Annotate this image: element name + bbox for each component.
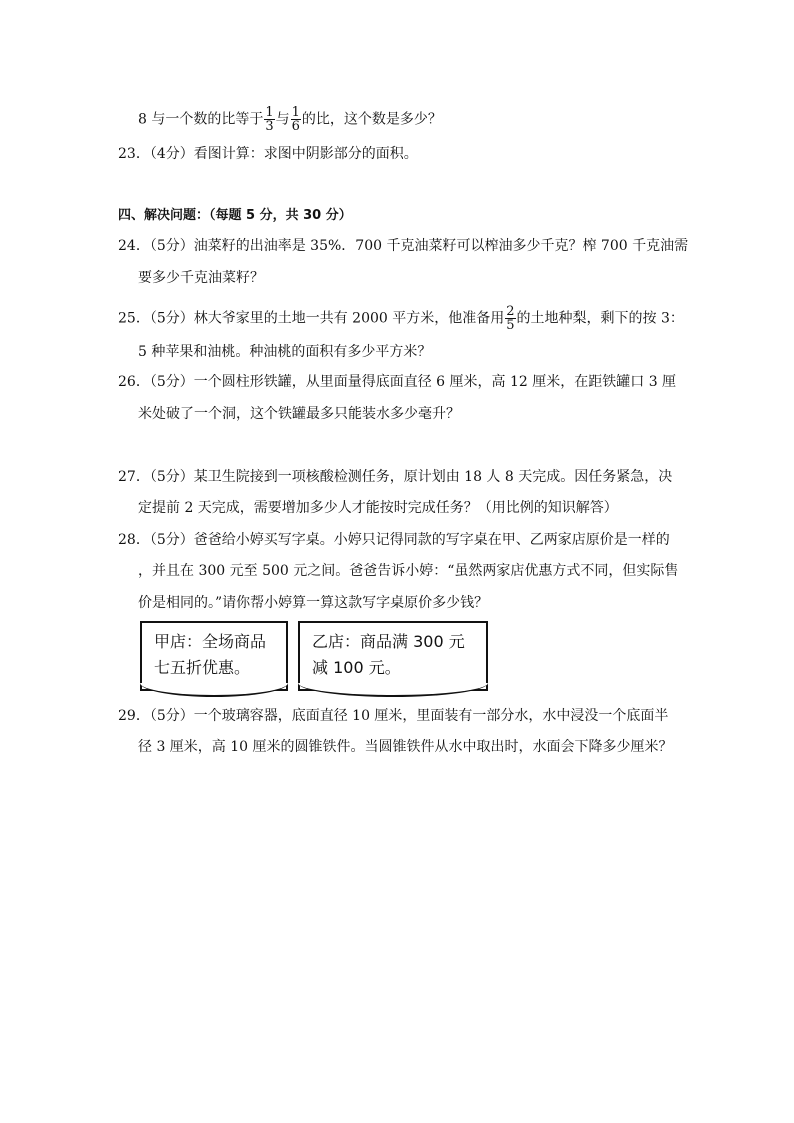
- fraction-one-sixth: [291, 106, 301, 133]
- question-23: 23．（4分）看图计算：求图中阴影部分的面积。: [118, 146, 418, 162]
- shop-b-line2: 减 100 元。: [312, 658, 401, 677]
- fraction-numerator: 1: [265, 105, 274, 120]
- question-25-line1: [118, 305, 684, 332]
- fraction-numerator: 2: [506, 304, 515, 319]
- question-26-line2: 米处破了一个洞，这个铁罐最多只能装水多少毫升？: [138, 406, 460, 422]
- q22-text-after: 的比，这个数是多少？: [301, 111, 442, 128]
- fraction-numerator: 1: [291, 105, 300, 120]
- shop-a-line1: 甲店：全场商品: [154, 632, 267, 651]
- shop-b-card: [298, 621, 488, 691]
- question-27-line2: 定提前 2 天完成，需要增加多少人才能按时完成任务？（用比例的知识解答）: [138, 500, 618, 516]
- shop-b-line1: 乙店：商品满 300 元: [312, 632, 465, 651]
- q22-text-before: 8 与一个数的比等于: [138, 111, 264, 128]
- question-24-line2: 要多少千克油菜籽？: [138, 270, 264, 286]
- fraction-one-third: [264, 106, 274, 133]
- shop-a-line2: 七五折优惠。: [154, 658, 251, 677]
- question-28-line2: ，并且在 300 元至 500 元之间。爸爸告诉小婷：“虽然两家店优惠方式不同，但实际售: [138, 563, 679, 579]
- q22-continuation: [138, 106, 442, 133]
- question-28-line3: 价是相同的。”请你帮小婷算一算这款写字桌原价多少钱？: [138, 595, 489, 611]
- question-24-line1: 24．（5分）油菜籽的出油率是 35%．700 千克油菜籽可以榨油多少千克？榨 700 千克油需: [118, 238, 689, 254]
- question-26-line1: 26．（5分）一个圆柱形铁罐，从里面量得底面直径 6 厘米，高 12 厘米，在距铁罐口 3 厘: [118, 374, 677, 390]
- question-29-line2: 径 3 厘米，高 10 厘米的圆锥铁件。当圆锥铁件从水中取出时，水面会下降多少厘米？: [138, 739, 673, 755]
- question-27-line1: 27．（5分）某卫生院接到一项核酸检测任务，原计划由 18 人 8 天完成。因任务紧急，决: [118, 469, 673, 485]
- shop-a-card: [140, 621, 288, 691]
- question-28-line1: 28．（5分）爸爸给小婷买写字桌。小婷只记得同款的写字桌在甲、乙两家店原价是一样的: [118, 532, 670, 548]
- fraction-two-fifths: [505, 305, 515, 332]
- q25-text-before: 25．（5分）林大爷家里的土地一共有 2000 平方米，他准备用: [118, 310, 505, 327]
- fraction-denominator: 3: [265, 119, 274, 134]
- q25-text-after: 的土地种梨，剩下的按 3：: [516, 310, 684, 327]
- question-29-line1: 29．（5分）一个玻璃容器，底面直径 10 厘米，里面装有一部分水，水中浸没一个底面半: [118, 708, 669, 724]
- q22-text-mid: 与: [275, 111, 290, 128]
- question-25-line2: 5 种苹果和油桃。种油桃的面积有多少平方米？: [138, 344, 432, 360]
- fraction-denominator: 5: [506, 318, 515, 333]
- section-heading: 四、解决问题：（每题 5 分，共 30 分）: [118, 208, 352, 223]
- fraction-denominator: 6: [291, 119, 300, 134]
